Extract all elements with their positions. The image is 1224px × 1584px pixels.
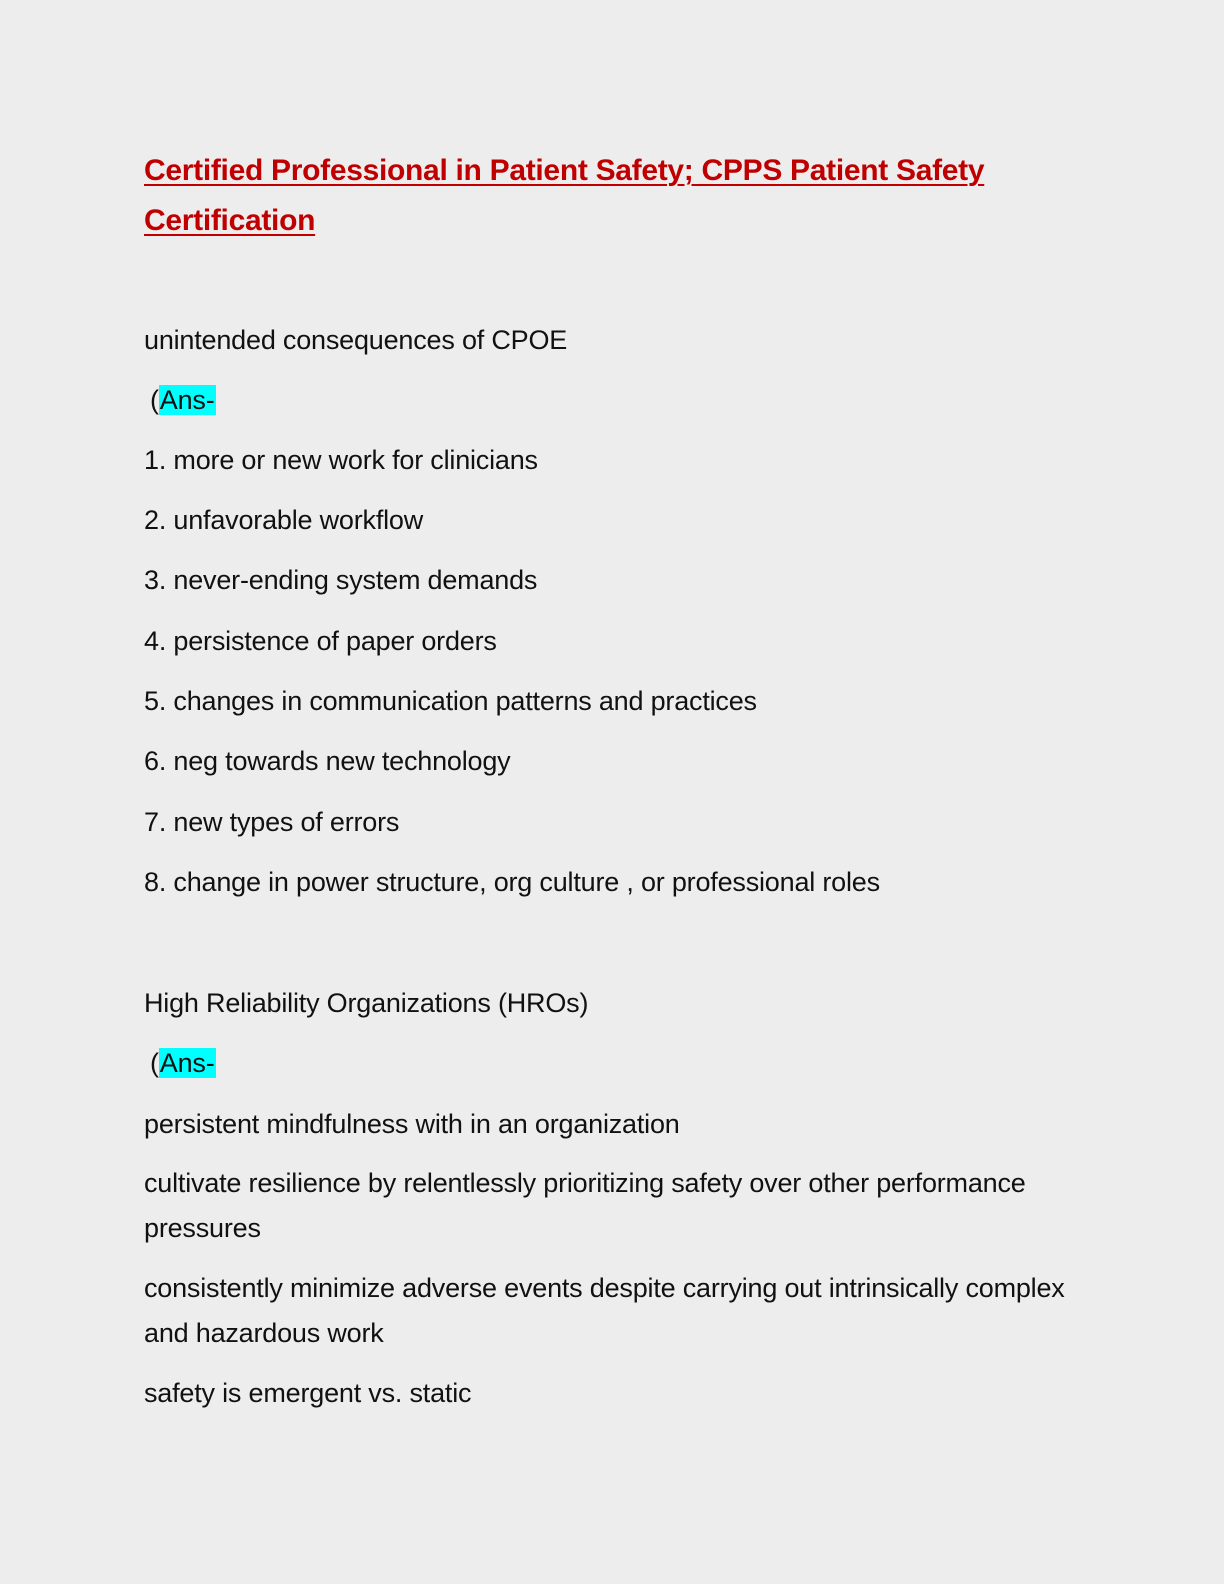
answer-item: 2. unfavorable workflow [144, 505, 424, 535]
answer-item: cultivate resilience by relentlessly prioritizing safety over other performance pressures [144, 1168, 1026, 1243]
answer-item: 4. persistence of paper orders [144, 626, 497, 656]
answer-label-line [144, 383, 216, 417]
answer-item: 8. change in power structure, org culture , or professional roles [144, 867, 880, 897]
answer-label-highlight: Ans- [159, 1048, 215, 1078]
answer-open-paren: ( [150, 385, 159, 415]
answer-open-paren: ( [150, 1048, 159, 1078]
answer-item: 1. more or new work for clinicians [144, 445, 538, 475]
answer-item: 7. new types of errors [144, 807, 400, 837]
question-text: High Reliability Organizations (HROs) [144, 988, 589, 1018]
answer-item: 6. neg towards new technology [144, 746, 511, 776]
answer-item: persistent mindfulness with in an organization [144, 1109, 680, 1139]
answer-item: 3. never-ending system demands [144, 565, 538, 595]
question-text: unintended consequences of CPOE [144, 325, 568, 355]
answer-item: safety is emergent vs. static [144, 1378, 472, 1408]
document-title: Certified Professional in Patient Safety; CPPS Patient Safety Certification [144, 154, 985, 237]
answer-item: 5. changes in communication patterns and practices [144, 686, 757, 716]
answer-item: consistently minimize adverse events despite carrying out intrinsically complex and hazardous work [144, 1273, 1065, 1348]
answer-label-line [144, 1046, 216, 1080]
answer-label-highlight: Ans- [159, 385, 215, 415]
